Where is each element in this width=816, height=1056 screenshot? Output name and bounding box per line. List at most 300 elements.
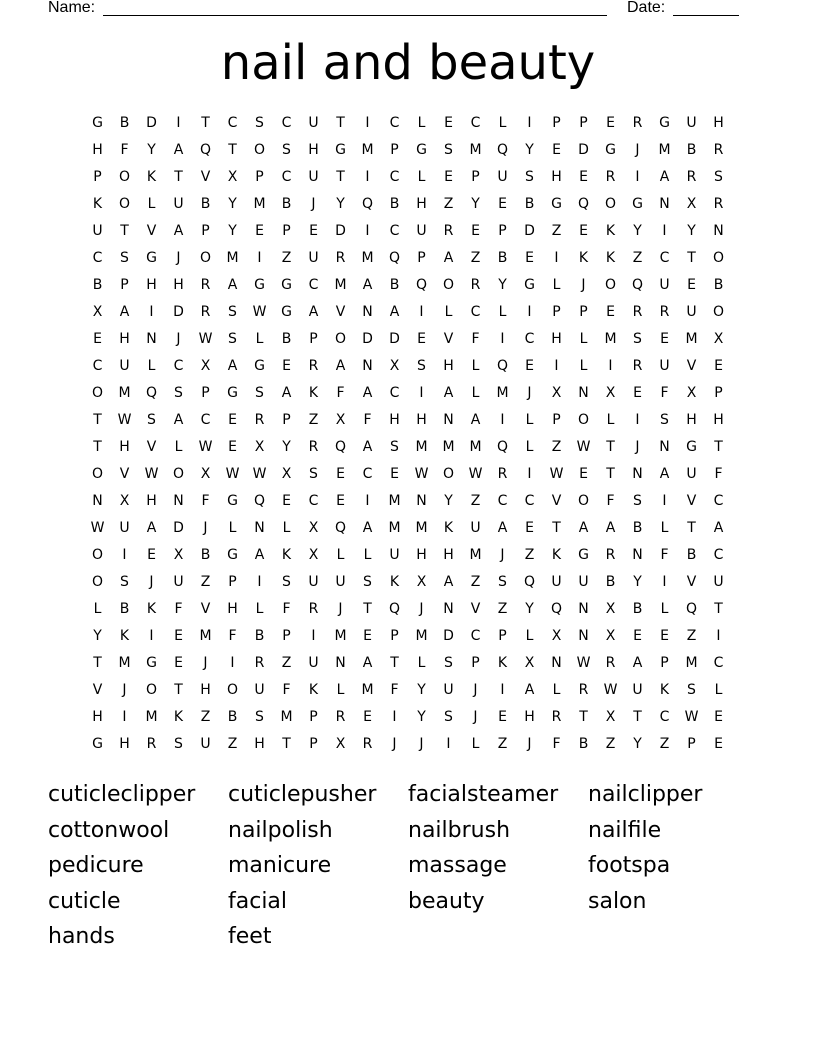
grid-letter[interactable]: E: [633, 628, 642, 644]
grid-letter[interactable]: P: [309, 331, 318, 347]
grid-letter[interactable]: R: [146, 736, 157, 752]
grid-letter[interactable]: Z: [524, 547, 535, 563]
grid-letter[interactable]: B: [119, 601, 130, 617]
grid-letter[interactable]: M: [118, 385, 131, 401]
grid-letter[interactable]: X: [605, 601, 616, 617]
grid-letter[interactable]: Z: [470, 574, 481, 590]
grid-letter[interactable]: L: [525, 412, 534, 428]
grid-letter[interactable]: X: [416, 574, 427, 590]
grid-letter[interactable]: I: [230, 655, 235, 671]
grid-letter[interactable]: N: [578, 628, 589, 644]
grid-letter[interactable]: U: [686, 115, 697, 131]
grid-letter[interactable]: I: [365, 169, 370, 185]
grid-letter[interactable]: J: [419, 601, 424, 617]
grid-letter[interactable]: Q: [253, 493, 266, 509]
grid-letter[interactable]: N: [335, 655, 346, 671]
grid-letter[interactable]: M: [280, 709, 293, 725]
grid-letter[interactable]: A: [659, 466, 670, 482]
grid-letter[interactable]: C: [92, 358, 103, 374]
grid-letter[interactable]: U: [578, 574, 589, 590]
grid-letter[interactable]: O: [118, 196, 131, 212]
grid-letter[interactable]: F: [552, 736, 561, 752]
grid-letter[interactable]: T: [201, 115, 210, 131]
grid-letter[interactable]: M: [145, 709, 158, 725]
grid-letter[interactable]: K: [497, 655, 508, 671]
grid-letter[interactable]: K: [605, 223, 616, 239]
grid-letter[interactable]: O: [172, 466, 185, 482]
grid-letter[interactable]: I: [500, 331, 505, 347]
grid-letter[interactable]: N: [632, 466, 643, 482]
grid-letter[interactable]: L: [147, 196, 156, 212]
grid-letter[interactable]: D: [524, 223, 535, 239]
grid-letter[interactable]: X: [92, 304, 103, 320]
grid-letter[interactable]: U: [308, 655, 319, 671]
grid-letter[interactable]: L: [498, 304, 507, 320]
grid-letter[interactable]: G: [659, 115, 670, 131]
grid-letter[interactable]: I: [149, 304, 154, 320]
grid-letter[interactable]: A: [713, 520, 724, 536]
grid-letter[interactable]: E: [336, 466, 345, 482]
grid-letter[interactable]: A: [227, 358, 238, 374]
grid-letter[interactable]: P: [309, 736, 318, 752]
grid-letter[interactable]: B: [200, 547, 211, 563]
grid-letter[interactable]: U: [659, 277, 670, 293]
grid-letter[interactable]: Q: [388, 250, 401, 266]
grid-letter[interactable]: W: [252, 466, 267, 482]
grid-letter[interactable]: E: [498, 709, 507, 725]
grid-letter[interactable]: I: [446, 736, 451, 752]
grid-letter[interactable]: P: [417, 250, 426, 266]
grid-letter[interactable]: E: [255, 223, 264, 239]
grid-letter[interactable]: O: [604, 196, 617, 212]
grid-letter[interactable]: E: [660, 628, 669, 644]
grid-letter[interactable]: G: [416, 142, 427, 158]
grid-letter[interactable]: I: [554, 250, 559, 266]
grid-letter[interactable]: E: [498, 196, 507, 212]
grid-letter[interactable]: I: [122, 547, 127, 563]
grid-letter[interactable]: P: [579, 304, 588, 320]
grid-letter[interactable]: G: [578, 547, 589, 563]
grid-letter[interactable]: Q: [199, 142, 212, 158]
grid-letter[interactable]: O: [91, 574, 104, 590]
grid-letter[interactable]: Z: [632, 250, 643, 266]
grid-letter[interactable]: R: [254, 655, 265, 671]
grid-letter[interactable]: L: [255, 331, 264, 347]
grid-letter[interactable]: V: [146, 223, 157, 239]
grid-letter[interactable]: P: [228, 574, 237, 590]
grid-letter[interactable]: E: [714, 709, 723, 725]
grid-letter[interactable]: H: [416, 412, 427, 428]
grid-letter[interactable]: H: [551, 169, 562, 185]
grid-letter[interactable]: M: [334, 628, 347, 644]
grid-letter[interactable]: I: [716, 628, 721, 644]
grid-letter[interactable]: S: [444, 709, 453, 725]
grid-letter[interactable]: S: [633, 331, 642, 347]
grid-letter[interactable]: S: [309, 466, 318, 482]
grid-letter[interactable]: X: [605, 628, 616, 644]
grid-letter[interactable]: Y: [498, 277, 507, 293]
grid-letter[interactable]: Q: [496, 439, 509, 455]
grid-letter[interactable]: G: [254, 277, 265, 293]
grid-letter[interactable]: V: [200, 169, 211, 185]
grid-letter[interactable]: H: [92, 709, 103, 725]
grid-letter[interactable]: I: [527, 115, 532, 131]
grid-letter[interactable]: J: [203, 520, 208, 536]
grid-letter[interactable]: A: [227, 277, 238, 293]
grid-letter[interactable]: M: [199, 628, 212, 644]
grid-letter[interactable]: Q: [550, 601, 563, 617]
grid-letter[interactable]: E: [606, 115, 615, 131]
grid-letter[interactable]: U: [92, 223, 103, 239]
grid-letter[interactable]: Q: [685, 601, 698, 617]
grid-letter[interactable]: K: [389, 574, 400, 590]
grid-letter[interactable]: L: [579, 358, 588, 374]
grid-letter[interactable]: R: [470, 277, 481, 293]
grid-letter[interactable]: K: [92, 196, 103, 212]
grid-letter[interactable]: P: [255, 169, 264, 185]
grid-letter[interactable]: R: [686, 169, 697, 185]
grid-letter[interactable]: H: [227, 601, 238, 617]
grid-letter[interactable]: V: [686, 358, 697, 374]
grid-letter[interactable]: C: [713, 655, 724, 671]
name-blank-line[interactable]: [103, 15, 607, 16]
grid-letter[interactable]: T: [390, 655, 399, 671]
grid-letter[interactable]: A: [119, 304, 130, 320]
grid-letter[interactable]: Z: [281, 250, 292, 266]
grid-letter[interactable]: X: [308, 520, 319, 536]
grid-letter[interactable]: D: [335, 223, 346, 239]
grid-letter[interactable]: O: [712, 250, 725, 266]
grid-letter[interactable]: Y: [633, 574, 642, 590]
grid-letter[interactable]: A: [443, 385, 454, 401]
grid-letter[interactable]: T: [93, 655, 102, 671]
grid-letter[interactable]: C: [281, 169, 292, 185]
grid-letter[interactable]: N: [551, 655, 562, 671]
grid-letter[interactable]: F: [606, 493, 615, 509]
grid-letter[interactable]: J: [203, 655, 208, 671]
grid-letter[interactable]: F: [714, 466, 723, 482]
grid-letter[interactable]: B: [686, 547, 697, 563]
grid-letter[interactable]: L: [552, 277, 561, 293]
grid-letter[interactable]: H: [443, 358, 454, 374]
grid-letter[interactable]: J: [635, 439, 640, 455]
grid-letter[interactable]: E: [525, 520, 534, 536]
grid-letter[interactable]: T: [606, 466, 615, 482]
grid-letter[interactable]: P: [93, 169, 102, 185]
grid-letter[interactable]: I: [662, 574, 667, 590]
grid-letter[interactable]: M: [334, 277, 347, 293]
grid-letter[interactable]: B: [632, 520, 643, 536]
grid-letter[interactable]: G: [92, 115, 103, 131]
grid-letter[interactable]: C: [659, 709, 670, 725]
grid-letter[interactable]: O: [91, 466, 104, 482]
grid-letter[interactable]: S: [228, 304, 237, 320]
grid-letter[interactable]: Y: [282, 439, 291, 455]
grid-letter[interactable]: W: [90, 520, 105, 536]
grid-letter[interactable]: Z: [470, 493, 481, 509]
grid-letter[interactable]: L: [93, 601, 102, 617]
grid-letter[interactable]: N: [659, 439, 670, 455]
grid-letter[interactable]: Q: [334, 520, 347, 536]
grid-letter[interactable]: K: [443, 520, 454, 536]
grid-letter[interactable]: Y: [417, 682, 426, 698]
grid-letter[interactable]: R: [605, 655, 616, 671]
grid-letter[interactable]: S: [147, 412, 156, 428]
grid-letter[interactable]: E: [714, 358, 723, 374]
grid-letter[interactable]: Y: [633, 736, 642, 752]
grid-letter[interactable]: B: [119, 115, 130, 131]
grid-letter[interactable]: G: [524, 277, 535, 293]
grid-letter[interactable]: R: [632, 358, 643, 374]
grid-letter[interactable]: O: [91, 547, 104, 563]
grid-letter[interactable]: Z: [497, 601, 508, 617]
grid-letter[interactable]: F: [363, 412, 372, 428]
grid-letter[interactable]: P: [120, 277, 129, 293]
grid-letter[interactable]: M: [415, 628, 428, 644]
grid-letter[interactable]: A: [605, 520, 616, 536]
grid-letter[interactable]: L: [336, 682, 345, 698]
grid-letter[interactable]: G: [281, 277, 292, 293]
grid-letter[interactable]: R: [713, 196, 724, 212]
grid-letter[interactable]: E: [417, 331, 426, 347]
grid-letter[interactable]: H: [443, 547, 454, 563]
grid-letter[interactable]: U: [416, 223, 427, 239]
grid-letter[interactable]: N: [578, 601, 589, 617]
grid-letter[interactable]: S: [633, 493, 642, 509]
grid-letter[interactable]: A: [443, 574, 454, 590]
grid-letter[interactable]: X: [686, 385, 697, 401]
grid-letter[interactable]: H: [416, 196, 427, 212]
grid-letter[interactable]: W: [414, 466, 429, 482]
grid-letter[interactable]: M: [469, 547, 482, 563]
grid-letter[interactable]: K: [119, 628, 130, 644]
grid-letter[interactable]: I: [365, 223, 370, 239]
grid-letter[interactable]: T: [120, 223, 129, 239]
grid-letter[interactable]: B: [227, 709, 238, 725]
grid-letter[interactable]: R: [443, 223, 454, 239]
grid-letter[interactable]: T: [687, 520, 696, 536]
grid-letter[interactable]: D: [146, 115, 157, 131]
grid-letter[interactable]: P: [390, 628, 399, 644]
grid-letter[interactable]: O: [199, 250, 212, 266]
grid-letter[interactable]: O: [577, 493, 590, 509]
grid-letter[interactable]: S: [174, 385, 183, 401]
grid-letter[interactable]: K: [146, 601, 157, 617]
grid-letter[interactable]: K: [173, 709, 184, 725]
grid-letter[interactable]: Z: [227, 736, 238, 752]
grid-letter[interactable]: B: [281, 331, 292, 347]
grid-letter[interactable]: G: [227, 547, 238, 563]
grid-letter[interactable]: C: [308, 277, 319, 293]
grid-letter[interactable]: Y: [417, 709, 426, 725]
grid-letter[interactable]: G: [632, 196, 643, 212]
grid-letter[interactable]: S: [174, 736, 183, 752]
grid-letter[interactable]: H: [119, 736, 130, 752]
grid-letter[interactable]: E: [444, 115, 453, 131]
grid-letter[interactable]: Z: [470, 250, 481, 266]
grid-letter[interactable]: M: [361, 682, 374, 698]
grid-letter[interactable]: S: [687, 682, 696, 698]
grid-letter[interactable]: J: [473, 709, 478, 725]
grid-letter[interactable]: T: [633, 709, 642, 725]
grid-letter[interactable]: C: [470, 304, 481, 320]
grid-letter[interactable]: J: [176, 331, 181, 347]
grid-letter[interactable]: M: [685, 655, 698, 671]
grid-letter[interactable]: Z: [659, 736, 670, 752]
grid-letter[interactable]: E: [309, 223, 318, 239]
grid-letter[interactable]: R: [308, 601, 319, 617]
grid-letter[interactable]: C: [362, 466, 373, 482]
grid-letter[interactable]: G: [551, 196, 562, 212]
grid-letter[interactable]: Z: [443, 196, 454, 212]
grid-letter[interactable]: O: [712, 304, 725, 320]
grid-letter[interactable]: G: [281, 304, 292, 320]
grid-letter[interactable]: R: [605, 169, 616, 185]
grid-letter[interactable]: D: [173, 520, 184, 536]
grid-letter[interactable]: I: [527, 304, 532, 320]
grid-letter[interactable]: Z: [551, 439, 562, 455]
grid-letter[interactable]: N: [659, 196, 670, 212]
grid-letter[interactable]: Q: [496, 142, 509, 158]
grid-letter[interactable]: F: [174, 601, 183, 617]
grid-letter[interactable]: J: [635, 142, 640, 158]
grid-letter[interactable]: B: [389, 277, 400, 293]
grid-letter[interactable]: R: [632, 304, 643, 320]
date-blank-line[interactable]: [673, 15, 739, 16]
grid-letter[interactable]: O: [91, 385, 104, 401]
grid-letter[interactable]: L: [147, 358, 156, 374]
grid-letter[interactable]: N: [632, 547, 643, 563]
grid-letter[interactable]: L: [228, 520, 237, 536]
grid-letter[interactable]: I: [257, 574, 262, 590]
grid-letter[interactable]: P: [309, 709, 318, 725]
grid-letter[interactable]: G: [227, 385, 238, 401]
grid-letter[interactable]: G: [605, 142, 616, 158]
grid-letter[interactable]: P: [552, 412, 561, 428]
grid-letter[interactable]: L: [471, 385, 480, 401]
grid-letter[interactable]: B: [389, 196, 400, 212]
grid-letter[interactable]: R: [497, 466, 508, 482]
grid-letter[interactable]: J: [392, 736, 397, 752]
grid-letter[interactable]: E: [228, 439, 237, 455]
grid-letter[interactable]: T: [579, 709, 588, 725]
grid-letter[interactable]: K: [281, 547, 292, 563]
grid-letter[interactable]: G: [146, 655, 157, 671]
grid-letter[interactable]: C: [281, 115, 292, 131]
grid-letter[interactable]: K: [308, 385, 319, 401]
grid-letter[interactable]: J: [527, 385, 532, 401]
grid-letter[interactable]: A: [362, 439, 373, 455]
grid-letter[interactable]: H: [254, 736, 265, 752]
grid-letter[interactable]: C: [524, 331, 535, 347]
grid-letter[interactable]: U: [308, 574, 319, 590]
grid-letter[interactable]: T: [552, 520, 561, 536]
grid-letter[interactable]: S: [444, 655, 453, 671]
grid-letter[interactable]: F: [471, 331, 480, 347]
grid-letter[interactable]: B: [605, 574, 616, 590]
grid-letter[interactable]: J: [122, 682, 127, 698]
grid-letter[interactable]: E: [471, 223, 480, 239]
grid-letter[interactable]: B: [578, 736, 589, 752]
grid-letter[interactable]: U: [254, 682, 265, 698]
grid-letter[interactable]: L: [255, 601, 264, 617]
grid-letter[interactable]: X: [389, 358, 400, 374]
grid-letter[interactable]: I: [662, 223, 667, 239]
grid-letter[interactable]: U: [308, 250, 319, 266]
grid-letter[interactable]: L: [363, 547, 372, 563]
grid-letter[interactable]: Z: [686, 628, 697, 644]
grid-letter[interactable]: U: [389, 547, 400, 563]
grid-letter[interactable]: A: [173, 412, 184, 428]
grid-letter[interactable]: W: [576, 439, 591, 455]
grid-letter[interactable]: A: [362, 277, 373, 293]
grid-letter[interactable]: C: [524, 493, 535, 509]
grid-letter[interactable]: E: [579, 466, 588, 482]
grid-letter[interactable]: P: [714, 385, 723, 401]
grid-letter[interactable]: L: [498, 115, 507, 131]
grid-letter[interactable]: A: [308, 304, 319, 320]
grid-letter[interactable]: A: [335, 358, 346, 374]
grid-letter[interactable]: F: [228, 628, 237, 644]
grid-letter[interactable]: U: [470, 520, 481, 536]
grid-letter[interactable]: E: [336, 493, 345, 509]
grid-letter[interactable]: C: [713, 493, 724, 509]
grid-letter[interactable]: D: [389, 331, 400, 347]
grid-letter[interactable]: C: [659, 250, 670, 266]
grid-letter[interactable]: N: [362, 304, 373, 320]
grid-letter[interactable]: X: [605, 709, 616, 725]
grid-letter[interactable]: P: [687, 736, 696, 752]
grid-letter[interactable]: M: [361, 250, 374, 266]
grid-letter[interactable]: C: [308, 493, 319, 509]
grid-letter[interactable]: J: [176, 250, 181, 266]
grid-letter[interactable]: J: [419, 736, 424, 752]
grid-letter[interactable]: P: [471, 169, 480, 185]
grid-letter[interactable]: A: [524, 682, 535, 698]
grid-letter[interactable]: Y: [633, 223, 642, 239]
grid-letter[interactable]: X: [605, 385, 616, 401]
grid-letter[interactable]: W: [198, 331, 213, 347]
grid-letter[interactable]: E: [525, 250, 534, 266]
grid-letter[interactable]: E: [363, 709, 372, 725]
grid-letter[interactable]: T: [687, 250, 696, 266]
grid-letter[interactable]: Q: [415, 277, 428, 293]
grid-letter[interactable]: X: [254, 439, 265, 455]
grid-letter[interactable]: X: [281, 466, 292, 482]
grid-letter[interactable]: H: [146, 493, 157, 509]
grid-letter[interactable]: R: [605, 547, 616, 563]
grid-letter[interactable]: J: [149, 574, 154, 590]
grid-letter[interactable]: R: [335, 709, 346, 725]
grid-letter[interactable]: B: [281, 196, 292, 212]
grid-letter[interactable]: O: [145, 682, 158, 698]
grid-letter[interactable]: E: [606, 304, 615, 320]
grid-letter[interactable]: L: [660, 520, 669, 536]
grid-letter[interactable]: W: [144, 466, 159, 482]
grid-letter[interactable]: I: [527, 466, 532, 482]
grid-letter[interactable]: U: [335, 574, 346, 590]
grid-letter[interactable]: L: [471, 736, 480, 752]
grid-letter[interactable]: L: [579, 331, 588, 347]
grid-letter[interactable]: W: [576, 655, 591, 671]
grid-letter[interactable]: Z: [200, 709, 211, 725]
grid-letter[interactable]: Y: [93, 628, 102, 644]
grid-letter[interactable]: B: [686, 142, 697, 158]
grid-letter[interactable]: J: [527, 736, 532, 752]
grid-letter[interactable]: T: [174, 682, 183, 698]
grid-letter[interactable]: Y: [444, 493, 453, 509]
grid-letter[interactable]: D: [443, 628, 454, 644]
